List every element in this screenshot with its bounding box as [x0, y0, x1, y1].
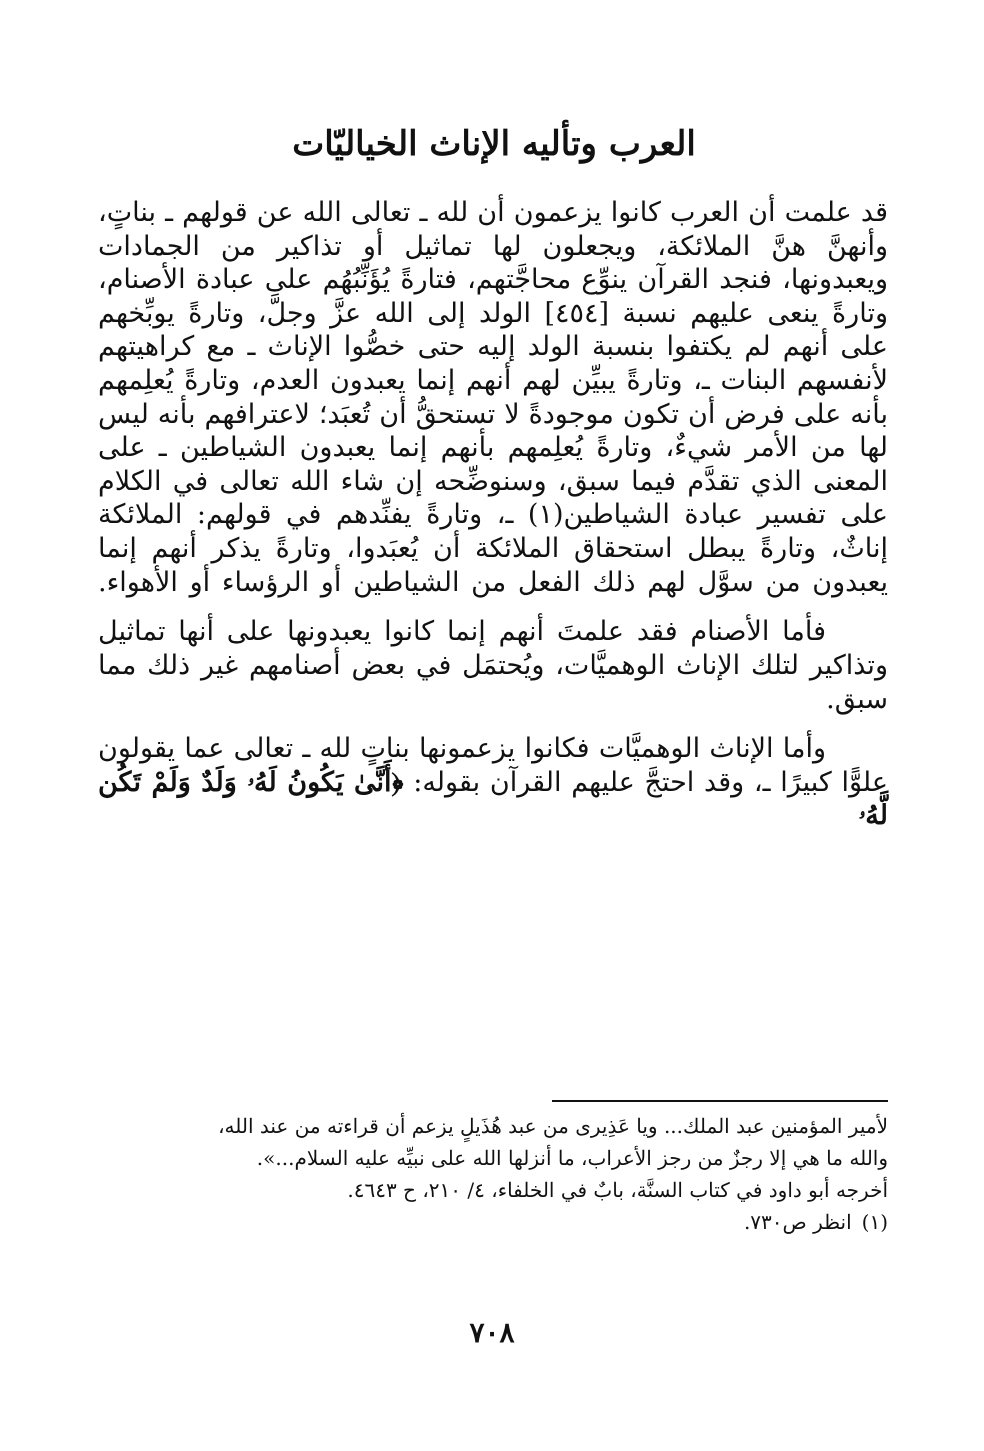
page-number: ٧٠٨	[469, 1316, 515, 1349]
paragraph-2: فأما الأصنام فقد علمتَ أنهم إنما كانوا يعبدونها على أنها تماثيل وتذاكير لتلك الإناث الوهميَّات، ويُحتمَل في بعض أصنامهم غير ذلك مما سبق.	[98, 616, 888, 715]
footnote-continued-line: لأمير المؤمنين عبد الملك... ويا عَذِيرى من عبد هُذَيلٍ يزعم أن قراءته من عند الله،	[218, 1114, 888, 1138]
footnote-continued-line: أخرجه أبو داود في كتاب السنَّة، بابٌ في الخلفاء، ٤/ ٢١٠، ح ٤٦٤٣.	[347, 1178, 888, 1202]
footnote-1-text: انظر ص٧٣٠.	[743, 1210, 852, 1234]
footnote-divider	[552, 1100, 888, 1102]
footnotes	[110, 1110, 888, 1238]
footnote-1-marker: (١)	[861, 1210, 888, 1234]
paragraph-3-text: وأما الإناث الوهميَّات فكانوا يزعمونها بناتٍ لله ـ تعالى عما يقولون علوًّا كبيرًا ـ، وقد احتجَّ عليهم القرآن بقوله:	[98, 733, 888, 798]
footnote-1	[110, 1206, 888, 1238]
main-text	[98, 196, 888, 833]
footnote-continued-line: والله ما هي إلا رجزٌ من رجز الأعراب، ما أنزلها الله على نبيِّه عليه السلام...».	[256, 1146, 888, 1170]
quran-verse: ﴿أَنَّىٰ يَكُونُ لَهُۥ وَلَدٌ وَلَمْ تَكُن لَّهُۥ	[98, 766, 888, 832]
page-title: العرب وتأليه الإناث الخياليّات	[292, 124, 696, 164]
paragraph-3	[98, 732, 888, 833]
paragraph-1: قد علمت أن العرب كانوا يزعمون أن لله ـ تعالى الله عن قولهم ـ بناتٍ، وأنهنَّ هنَّ الملائكة، ويجعلون لها تماثيل أو تذاكير من الجمادات ويعبدونها، فنجد القرآن ينوِّع محاجَّتهم، فتارةً يُؤَنِّبُهُم على عبادة الأصنام، وتارةً ينعى عليهم نسبة [٤٥٤] الولد إلى الله عزَّ وجلَّ، وتارةً يوبِّخهم على أنهم لم يكتفوا بنسبة الولد إليه حتى خصُّوا الإناث ـ مع كراهيتهم لأنفسهم البنات ـ، وتارةً يبيِّن لهم أنهم إنما يعبدون العدم، وتارةً يُعلِمهم بأنه على فرض أن تكون موجودةً لا تستحقُّ أن تُعبَد؛ لاعترافهم بأنه ليس لها من الأمر شيءٌ، وتارةً يُعلِمهم بأنهم إنما يعبدون الشياطين ـ على المعنى الذي تقدَّم فيما سبق، وسنوضِّحه إن شاء الله تعالى في الكلام على تفسير عبادة الشياطين(١) ـ، وتارةً يفنِّدهم في قولهم: الملائكة إناثٌ، وتارةً يبطل استحقاق الملائكة أن يُعبَدوا، وتارةً يذكر أنهم إنما يعبدون من سوَّل لهم ذلك الفعل من الشياطين أو الرؤساء أو الأهواء.	[98, 197, 889, 598]
